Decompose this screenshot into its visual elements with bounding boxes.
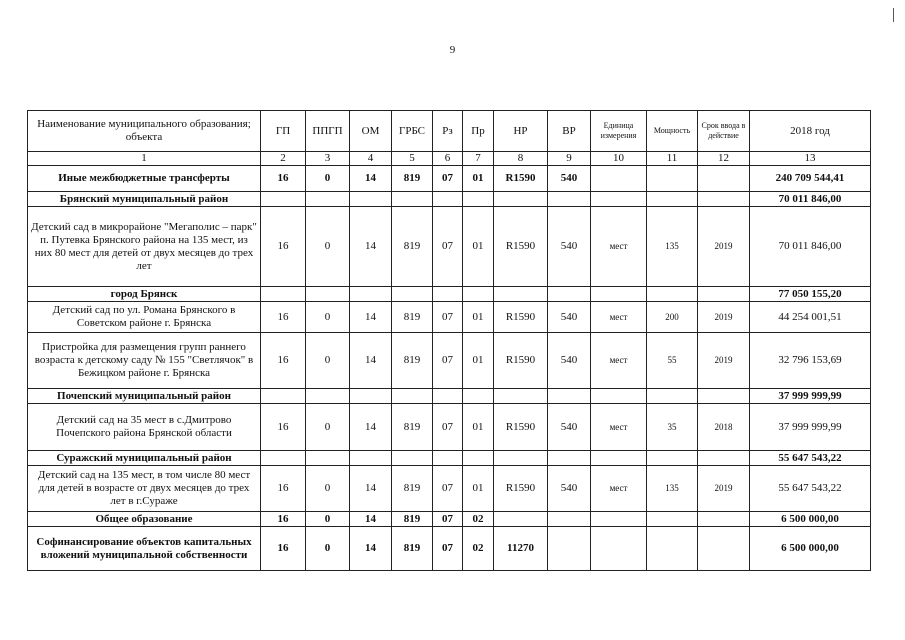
cell-vr: [548, 527, 591, 571]
table-header-row: [28, 111, 871, 152]
cell-gp: [261, 192, 306, 207]
cell-power: [647, 512, 698, 527]
header-nr: НР: [494, 111, 548, 152]
cell-gp: 16: [261, 527, 306, 571]
cell-unit: мест: [591, 302, 647, 333]
cell-term: [698, 166, 750, 192]
column-number: 1: [28, 152, 261, 166]
table-row: [28, 451, 871, 466]
cell-rz: 07: [433, 466, 463, 512]
cell-nr: R1590: [494, 466, 548, 512]
cell-grbs: [392, 287, 433, 302]
cell-unit: [591, 527, 647, 571]
cell-term: [698, 287, 750, 302]
table-row: [28, 389, 871, 404]
cell-nr: [494, 287, 548, 302]
cell-pr: 02: [463, 527, 494, 571]
cell-gp: [261, 389, 306, 404]
table-row: [28, 527, 871, 571]
cell-ppgp: 0: [306, 302, 350, 333]
cell-grbs: 819: [392, 333, 433, 389]
cell-om: [350, 389, 392, 404]
column-number: 2: [261, 152, 306, 166]
cell-sum: 44 254 001,51: [750, 302, 871, 333]
cell-vr: 540: [548, 166, 591, 192]
header-year: 2018 год: [750, 111, 871, 152]
cell-vr: [548, 451, 591, 466]
cell-power: 135: [647, 466, 698, 512]
cell-ppgp: 0: [306, 527, 350, 571]
cell-ppgp: [306, 192, 350, 207]
cell-grbs: [392, 389, 433, 404]
cell-unit: мест: [591, 466, 647, 512]
cell-grbs: 819: [392, 166, 433, 192]
cell-vr: 540: [548, 333, 591, 389]
cell-gp: 16: [261, 302, 306, 333]
cell-nr: [494, 512, 548, 527]
header-vr: ВР: [548, 111, 591, 152]
cell-nr: R1590: [494, 333, 548, 389]
cell-sum: 77 050 155,20: [750, 287, 871, 302]
cell-pr: 01: [463, 466, 494, 512]
cell-power: 135: [647, 207, 698, 287]
table-row: [28, 512, 871, 527]
cell-om: 14: [350, 527, 392, 571]
cell-unit: [591, 389, 647, 404]
cell-name: Почепский муниципальный район: [28, 389, 261, 404]
cell-ppgp: 0: [306, 466, 350, 512]
cell-sum: 240 709 544,41: [750, 166, 871, 192]
cell-unit: мест: [591, 333, 647, 389]
cell-pr: 01: [463, 302, 494, 333]
cell-grbs: 819: [392, 207, 433, 287]
cell-rz: [433, 192, 463, 207]
column-number: 8: [494, 152, 548, 166]
cell-term: 2019: [698, 302, 750, 333]
cell-power: [647, 389, 698, 404]
cell-power: 35: [647, 404, 698, 451]
cell-vr: 540: [548, 466, 591, 512]
scan-edge-mark: [893, 8, 894, 22]
cell-om: [350, 451, 392, 466]
cell-grbs: 819: [392, 404, 433, 451]
cell-rz: 07: [433, 512, 463, 527]
header-gp: ГП: [261, 111, 306, 152]
page-number: 9: [449, 44, 456, 56]
cell-om: 14: [350, 166, 392, 192]
cell-ppgp: 0: [306, 512, 350, 527]
cell-gp: 16: [261, 207, 306, 287]
cell-vr: 540: [548, 404, 591, 451]
header-grbs: ГРБС: [392, 111, 433, 152]
cell-name: Брянский муниципальный район: [28, 192, 261, 207]
cell-pr: [463, 451, 494, 466]
cell-rz: [433, 287, 463, 302]
cell-vr: [548, 287, 591, 302]
cell-term: [698, 512, 750, 527]
cell-power: [647, 166, 698, 192]
cell-gp: 16: [261, 404, 306, 451]
cell-sum: 37 999 999,99: [750, 389, 871, 404]
cell-sum: 55 647 543,22: [750, 466, 871, 512]
cell-unit: [591, 287, 647, 302]
cell-unit: [591, 512, 647, 527]
column-number: 3: [306, 152, 350, 166]
cell-rz: [433, 389, 463, 404]
cell-vr: [548, 192, 591, 207]
cell-term: [698, 192, 750, 207]
cell-sum: 6 500 000,00: [750, 527, 871, 571]
cell-om: [350, 192, 392, 207]
cell-grbs: 819: [392, 527, 433, 571]
table-body: [28, 166, 871, 571]
cell-pr: 01: [463, 207, 494, 287]
cell-pr: [463, 192, 494, 207]
cell-rz: 07: [433, 302, 463, 333]
cell-ppgp: [306, 451, 350, 466]
cell-name: Общее образование: [28, 512, 261, 527]
cell-vr: 540: [548, 302, 591, 333]
table-row: [28, 207, 871, 287]
cell-name: город Брянск: [28, 287, 261, 302]
cell-ppgp: 0: [306, 207, 350, 287]
cell-ppgp: [306, 389, 350, 404]
cell-om: 14: [350, 404, 392, 451]
cell-name: Детский сад по ул. Романа Брянского в Советском районе г. Брянска: [28, 302, 261, 333]
column-number: 9: [548, 152, 591, 166]
header-om: ОМ: [350, 111, 392, 152]
cell-om: 14: [350, 207, 392, 287]
cell-gp: [261, 451, 306, 466]
cell-gp: 16: [261, 512, 306, 527]
cell-om: [350, 287, 392, 302]
cell-term: 2019: [698, 207, 750, 287]
cell-pr: 01: [463, 404, 494, 451]
column-number: 4: [350, 152, 392, 166]
table-row: [28, 166, 871, 192]
cell-grbs: [392, 192, 433, 207]
cell-pr: 01: [463, 166, 494, 192]
cell-name: Софинансирование объектов капитальных вложений муниципальной собственности: [28, 527, 261, 571]
cell-unit: мест: [591, 404, 647, 451]
cell-term: 2018: [698, 404, 750, 451]
cell-vr: 540: [548, 207, 591, 287]
cell-pr: 02: [463, 512, 494, 527]
cell-name: Суражский муниципальный район: [28, 451, 261, 466]
column-number: 5: [392, 152, 433, 166]
column-number: 6: [433, 152, 463, 166]
cell-sum: 32 796 153,69: [750, 333, 871, 389]
header-term: Срок ввода в действие: [698, 111, 750, 152]
cell-nr: R1590: [494, 302, 548, 333]
cell-grbs: 819: [392, 512, 433, 527]
header-rz: Рз: [433, 111, 463, 152]
cell-nr: R1590: [494, 207, 548, 287]
cell-rz: 07: [433, 207, 463, 287]
cell-name: Иные межбюджетные трансферты: [28, 166, 261, 192]
column-number: 11: [647, 152, 698, 166]
cell-om: 14: [350, 302, 392, 333]
cell-name: Детский сад на 135 мест, в том числе 80 мест для детей в возрасте от двух месяцев до трех лет в г.Сураже: [28, 466, 261, 512]
cell-unit: [591, 451, 647, 466]
cell-gp: 16: [261, 466, 306, 512]
cell-grbs: 819: [392, 302, 433, 333]
column-number: 13: [750, 152, 871, 166]
table-row: [28, 466, 871, 512]
column-number: 10: [591, 152, 647, 166]
budget-table: [27, 110, 871, 571]
cell-sum: 70 011 846,00: [750, 192, 871, 207]
cell-name: Пристройка для размещения групп раннего возраста к детскому саду № 155 "Светлячок" в Бежицком районе г. Брянска: [28, 333, 261, 389]
column-number: 7: [463, 152, 494, 166]
cell-unit: [591, 192, 647, 207]
header-pr: Пр: [463, 111, 494, 152]
cell-pr: [463, 389, 494, 404]
cell-ppgp: [306, 287, 350, 302]
cell-term: 2019: [698, 466, 750, 512]
cell-rz: 07: [433, 166, 463, 192]
cell-name: Детский сад на 35 мест в с.Дмитрово Почепского района Брянской области: [28, 404, 261, 451]
cell-unit: [591, 166, 647, 192]
column-number-row: [28, 152, 871, 166]
cell-sum: 37 999 999,99: [750, 404, 871, 451]
cell-nr: 11270: [494, 527, 548, 571]
table-row: [28, 333, 871, 389]
header-ppgp: ППГП: [306, 111, 350, 152]
header-unit: Единица измерения: [591, 111, 647, 152]
cell-power: 200: [647, 302, 698, 333]
cell-rz: 07: [433, 527, 463, 571]
cell-ppgp: 0: [306, 333, 350, 389]
cell-rz: 07: [433, 333, 463, 389]
cell-nr: R1590: [494, 404, 548, 451]
cell-pr: 01: [463, 333, 494, 389]
cell-rz: [433, 451, 463, 466]
cell-gp: 16: [261, 166, 306, 192]
cell-vr: [548, 512, 591, 527]
cell-vr: [548, 389, 591, 404]
cell-ppgp: 0: [306, 404, 350, 451]
column-number: 12: [698, 152, 750, 166]
table-row: [28, 404, 871, 451]
cell-power: [647, 192, 698, 207]
cell-om: 14: [350, 466, 392, 512]
cell-pr: [463, 287, 494, 302]
cell-term: [698, 451, 750, 466]
cell-sum: 6 500 000,00: [750, 512, 871, 527]
cell-grbs: 819: [392, 466, 433, 512]
table-row: [28, 287, 871, 302]
cell-sum: 70 011 846,00: [750, 207, 871, 287]
cell-grbs: [392, 451, 433, 466]
cell-term: [698, 527, 750, 571]
cell-om: 14: [350, 512, 392, 527]
cell-term: [698, 389, 750, 404]
cell-power: [647, 287, 698, 302]
table-row: [28, 192, 871, 207]
cell-rz: 07: [433, 404, 463, 451]
cell-power: [647, 527, 698, 571]
cell-sum: 55 647 543,22: [750, 451, 871, 466]
cell-unit: мест: [591, 207, 647, 287]
cell-term: 2019: [698, 333, 750, 389]
cell-name: Детский сад в микрорайоне "Мегаполис – парк" п. Путевка Брянского района на 135 мест, из них 80 мест для детей от двух месяцев до трех лет: [28, 207, 261, 287]
header-power: Мощность: [647, 111, 698, 152]
cell-power: [647, 451, 698, 466]
cell-power: 55: [647, 333, 698, 389]
cell-gp: [261, 287, 306, 302]
cell-nr: R1590: [494, 166, 548, 192]
header-name: Наименование муниципального образования; объекта: [28, 111, 261, 152]
table-row: [28, 302, 871, 333]
cell-nr: [494, 389, 548, 404]
cell-om: 14: [350, 333, 392, 389]
cell-nr: [494, 192, 548, 207]
cell-nr: [494, 451, 548, 466]
cell-ppgp: 0: [306, 166, 350, 192]
cell-gp: 16: [261, 333, 306, 389]
